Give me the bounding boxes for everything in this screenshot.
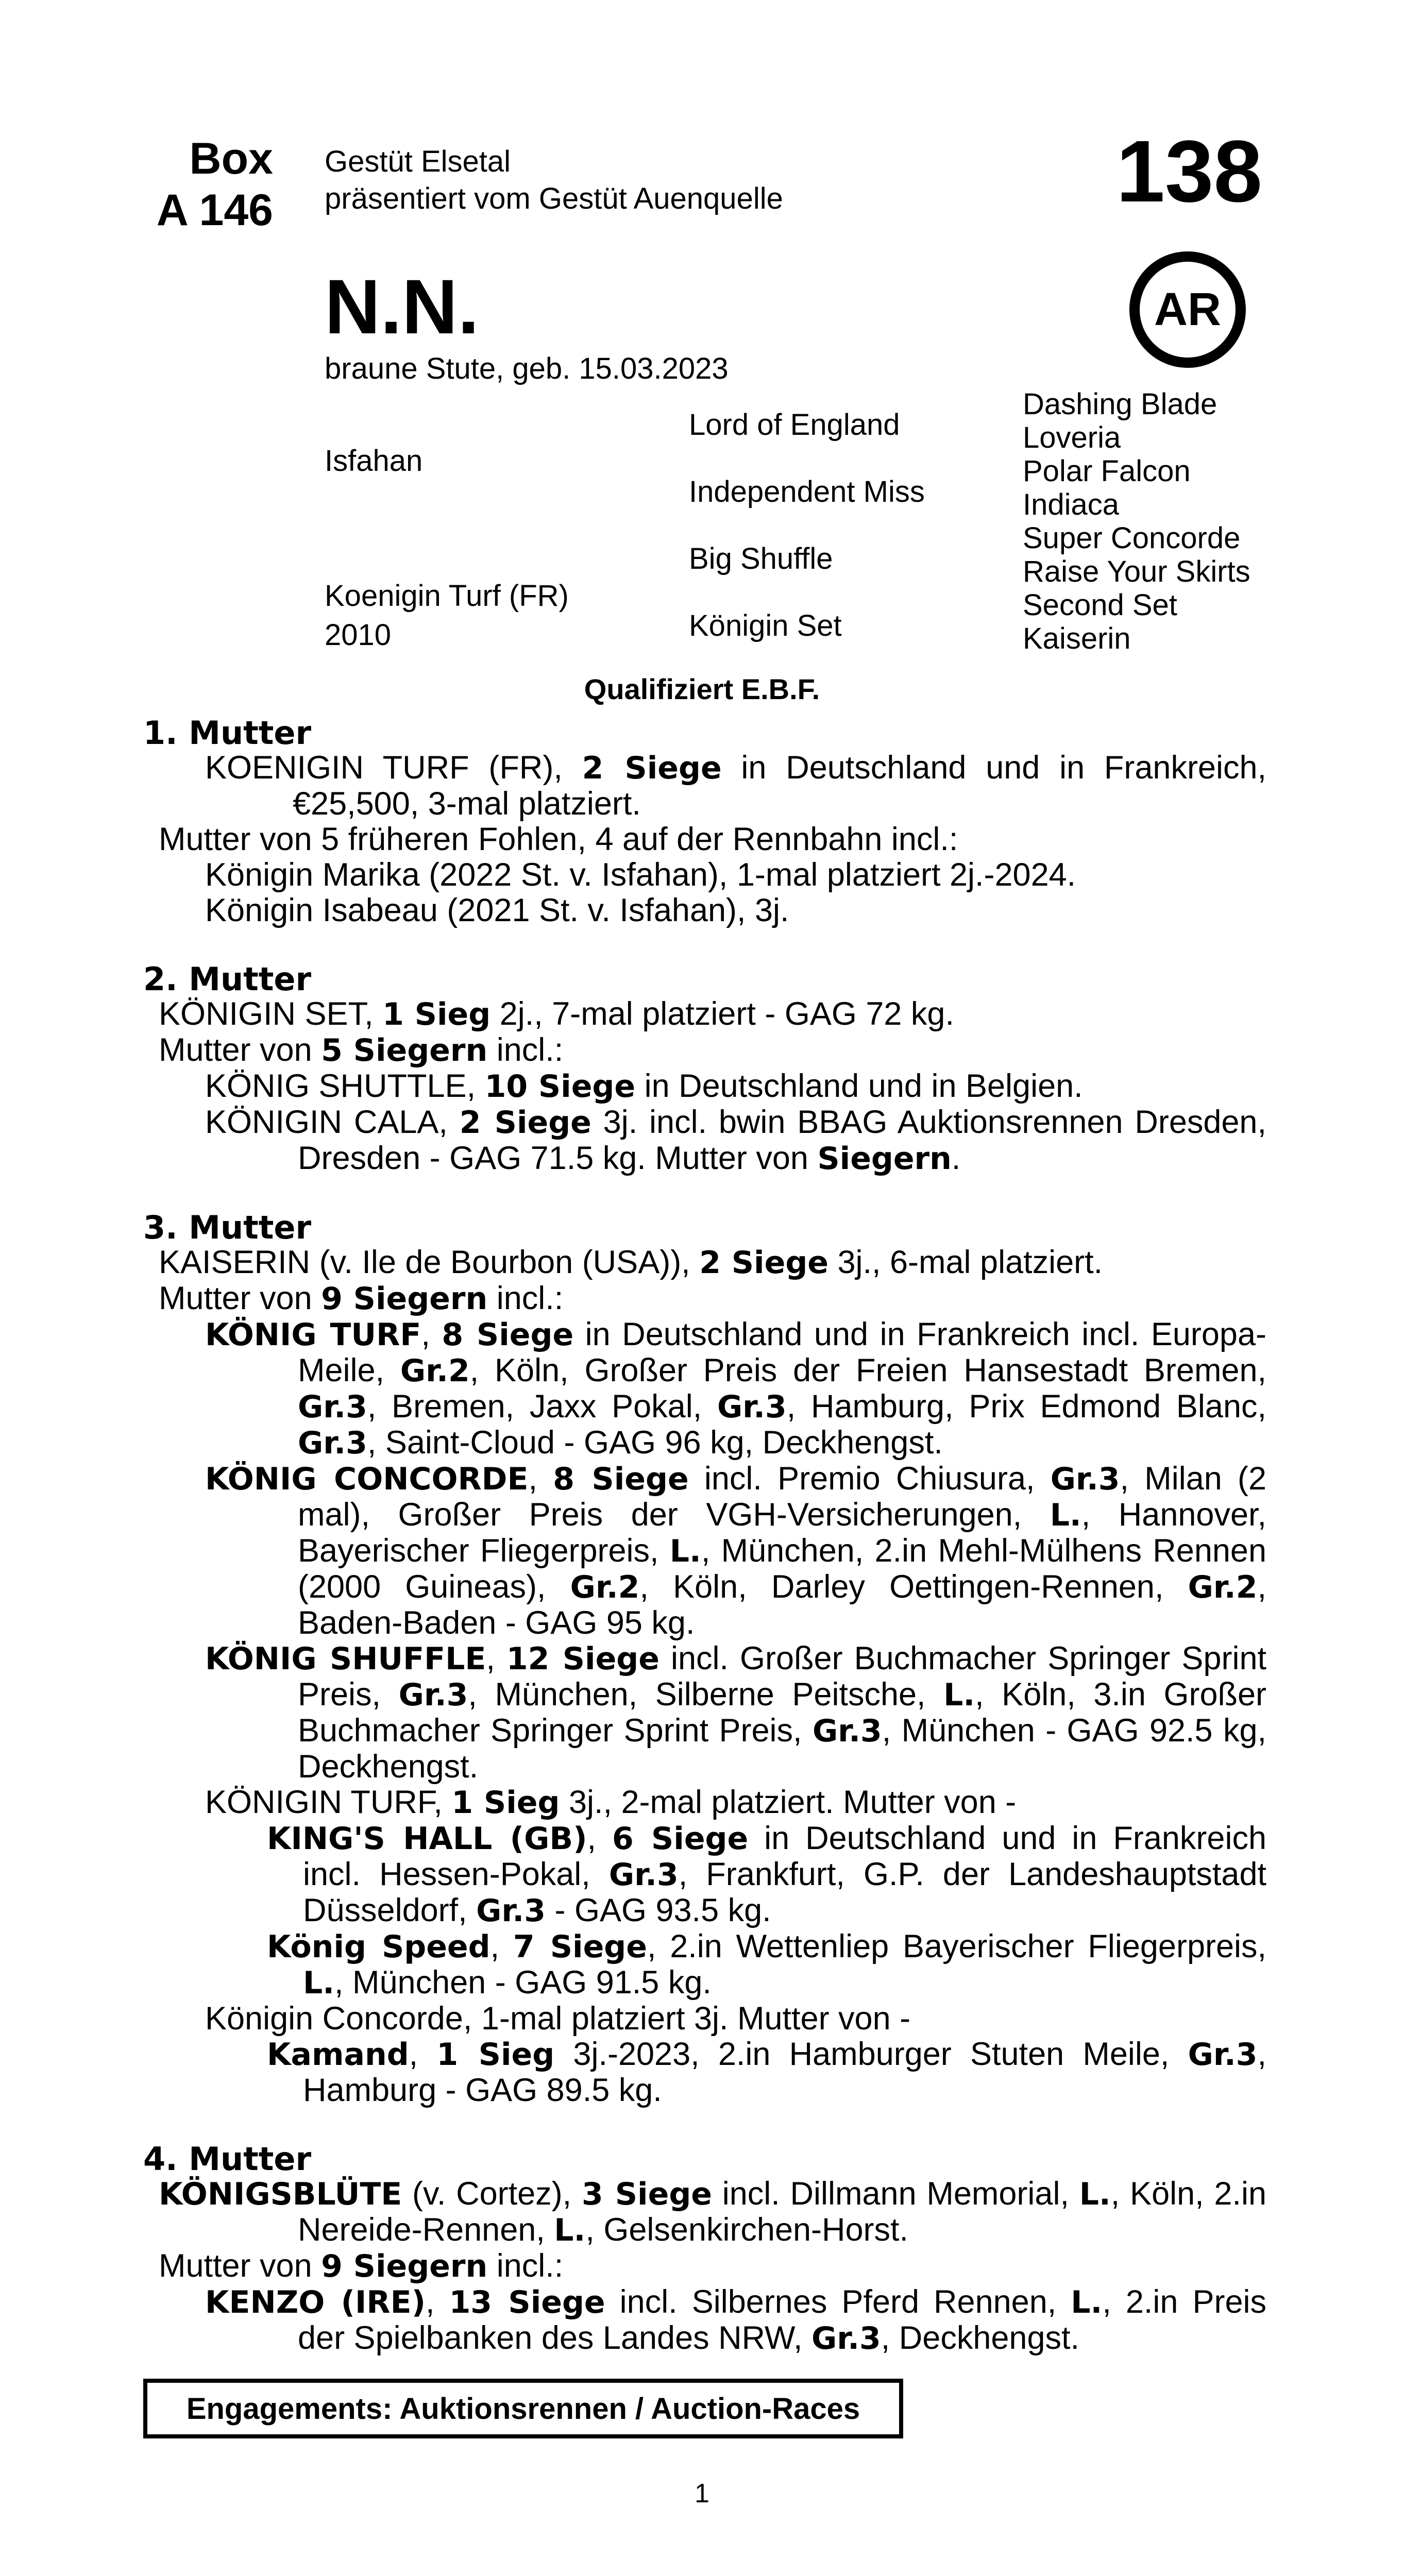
horse-description: braune Stute, geb. 15.03.2023: [325, 352, 729, 385]
pedigree-gen3-item: Super Concorde: [1023, 521, 1241, 555]
pedigree-gen2-item: Independent Miss: [689, 475, 925, 509]
family-text: [143, 716, 1266, 2357]
section-title: 2. Mutter: [143, 960, 312, 998]
section-title: 1. Mutter: [143, 714, 312, 752]
dam-entry: KÖNIGIN SET, 1 Sieg 2j., 7-mal platziert - GAG 72 kg.: [159, 996, 954, 1032]
box-label: [149, 133, 273, 236]
pedigree-gen2-item: Big Shuffle: [689, 542, 833, 575]
pedigree-dam-year: 2010: [325, 618, 392, 652]
dam-entry: KOENIGIN TURF (FR), 2 Siege in Deutschland und in Frankreich, €25,500, 3-mal platziert.: [205, 750, 1266, 822]
produce-entry: Königin Isabeau (2021 St. v. Isfahan), 3j.: [205, 892, 789, 928]
pedigree-gen3-item: Raise Your Skirts: [1023, 555, 1250, 588]
produce-heading: Mutter von 9 Siegern incl.:: [159, 2248, 564, 2284]
grand-produce-entry: König Speed, 7 Siege, 2.in Wettenliep Bayerischer Fliegerpreis, L., München - GAG 91.5 kg.: [267, 1928, 1266, 2001]
pedigree-gen3: [1023, 387, 1250, 655]
pedigree-gen3-item: Loveria: [1023, 421, 1121, 454]
qualification: Qualifiziert E.B.F.: [584, 673, 820, 705]
produce-entry: Königin Concorde, 1-mal platziert 3j. Mutter von -: [205, 2001, 911, 2037]
grand-produce-entry: KING'S HALL (GB), 6 Siege in Deutschland und in Frankreich incl. Hessen-Pokal, Gr.3, Frankfurt, G.P. der Landeshauptstadt Düsseldorf, Gr.3 - GAG 93.5 kg.: [267, 1820, 1266, 1929]
dam-entry: KAISERIN (v. Ile de Bourbon (USA)), 2 Siege 3j., 6-mal platziert.: [159, 1244, 1103, 1281]
produce-entry: Königin Marika (2022 St. v. Isfahan), 1-mal platziert 2j.-2024.: [205, 857, 1076, 893]
ar-badge: AR: [1129, 251, 1246, 368]
pedigree-gen3-item: Dashing Blade: [1023, 387, 1217, 421]
pedigree-gen3-item: Indiaca: [1023, 488, 1120, 521]
breeder: Gestüt Elsetal: [325, 145, 511, 178]
engagements-box: Engagements: Auktionsrennen / Auction-Races: [143, 2379, 903, 2438]
page-number: 1: [695, 2479, 709, 2509]
grand-produce-entry: Kamand, 1 Sieg 3j.-2023, 2.in Hamburger Stuten Meile, Gr.3, Hamburg - GAG 89.5 kg.: [267, 2036, 1266, 2108]
dam-entry: KÖNIGSBLÜTE (v. Cortez), 3 Siege incl. Dillmann Memorial, L., Köln, 2.in Nereide-Rennen, L., Gelsenkirchen-Horst.: [159, 2176, 1266, 2248]
produce-entry: KÖNIG SHUFFLE, 12 Siege incl. Großer Buchmacher Springer Sprint Preis, Gr.3, München, Silberne Peitsche, L., Köln, 3.in Großer Buchmacher Springer Sprint Preis, Gr.3, München - GAG 92.5 kg, Deckhengst.: [205, 1640, 1267, 1785]
pedigree-dam: Koenigin Turf (FR): [325, 579, 569, 613]
produce-heading: Mutter von 9 Siegern incl.:: [159, 1280, 564, 1317]
box-line2: A 146: [156, 185, 273, 235]
pedigree-gen3-item: Kaiserin: [1023, 622, 1131, 655]
produce-entry: KÖNIGIN CALA, 2 Siege 3j. incl. bwin BBAG Auktionsrennen Dresden, Dresden - GAG 71.5 kg. Mutter von Siegern.: [205, 1104, 1266, 1177]
horse-name: N.N.: [325, 263, 479, 350]
pedigree-sire: Isfahan: [325, 444, 423, 478]
produce-entry: KÖNIG CONCORDE, 8 Siege incl. Premio Chiusura, Gr.3, Milan (2 mal), Großer Preis der VGH-Versicherungen, L., Hannover, Bayerischer Fliegerpreis, L., München, 2.in Mehl-Mülhens Rennen (2000 Guineas), Gr.2, Köln, Darley Oettingen-Rennen, Gr.2, Baden-Baden - GAG 95 kg.: [205, 1461, 1266, 1641]
produce-entry: KÖNIG TURF, 8 Siege in Deutschland und in Frankreich incl. Europa-Meile, Gr.2, Köln, Großer Preis der Freien Hansestadt Bremen, Gr.3, Bremen, Jaxx Pokal, Gr.3, Hamburg, Prix Edmond Blanc, Gr.3, Saint-Cloud - GAG 96 kg, Deckhengst.: [205, 1316, 1266, 1461]
section-title: 4. Mutter: [143, 2140, 312, 2178]
produce-heading: Mutter von 5 Siegern incl.:: [159, 1032, 564, 1069]
section-title: 3. Mutter: [143, 1209, 312, 1246]
pedigree-gen2-item: Lord of England: [689, 408, 900, 442]
produce-entry: KÖNIGIN TURF, 1 Sieg 3j., 2-mal platziert. Mutter von -: [205, 1784, 1017, 1821]
pedigree-gen2-item: Königin Set: [689, 609, 842, 642]
pedigree-gen3-item: Polar Falcon: [1023, 454, 1191, 488]
presenter: präsentiert vom Gestüt Auenquelle: [325, 182, 783, 215]
produce-heading: Mutter von 5 früheren Fohlen, 4 auf der Rennbahn incl.:: [159, 821, 958, 857]
box-line1: Box: [189, 134, 273, 183]
produce-entry: KÖNIG SHUTTLE, 10 Siege in Deutschland und in Belgien.: [205, 1068, 1083, 1105]
produce-entry: KENZO (IRE), 13 Siege incl. Silbernes Pferd Rennen, L., 2.in Preis der Spielbanken des Landes NRW, Gr.3, Deckhengst.: [205, 2284, 1267, 2357]
lot-number: 138: [1116, 123, 1262, 221]
pedigree-gen3-item: Second Set: [1023, 588, 1177, 622]
